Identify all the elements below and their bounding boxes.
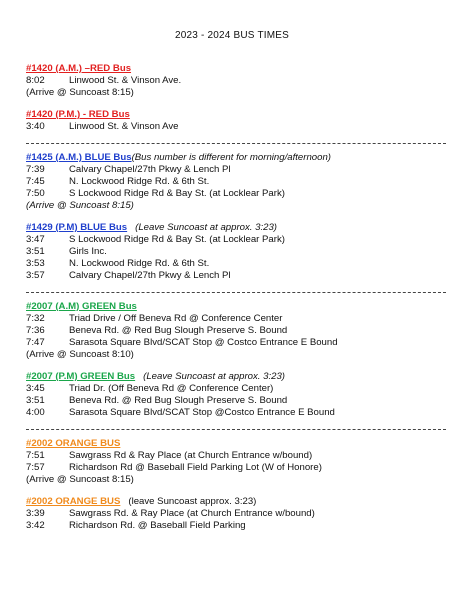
stop-location: Calvary Chapel/27th Pkwy & Lench Pl xyxy=(69,164,231,175)
schedule-row xyxy=(26,188,446,200)
green-am-header: #2007 (A.M) GREEN Bus xyxy=(26,301,137,312)
stop-location: Girls Inc. xyxy=(69,246,107,257)
stop-location: Beneva Rd. @ Red Bug Slough Preserve S. Bound xyxy=(69,325,288,336)
stop-location: Sawgrass Rd & Ray Place (at Church Entrance w/bound) xyxy=(69,450,313,461)
stop-time: 7:36 xyxy=(26,325,45,336)
stop-location: Beneva Rd. @ Red Bug Slough Preserve S. Bound xyxy=(69,395,288,406)
orange-pm-header: #2002 ORANGE BUS xyxy=(26,496,121,507)
bus-schedule xyxy=(26,63,446,532)
stop-time: 7:50 xyxy=(26,188,45,199)
stop-time: 7:47 xyxy=(26,337,45,348)
arrive-note: (Arrive @ Suncoast 8:15) xyxy=(26,200,134,211)
schedule-row xyxy=(26,176,446,188)
stop-location: Triad Drive / Off Beneva Rd @ Conference Center xyxy=(69,313,283,324)
red-am-section xyxy=(26,63,446,99)
stop-time: 3:47 xyxy=(26,234,45,245)
stop-time: 3:40 xyxy=(26,121,45,132)
stop-time: 7:39 xyxy=(26,164,45,175)
green-pm-header: #2007 (P.M) GREEN Bus xyxy=(26,371,136,382)
stop-location: Calvary Chapel/27th Pkwy & Lench Pl xyxy=(69,270,231,281)
section-divider xyxy=(26,133,446,144)
stop-time: 3:53 xyxy=(26,258,45,269)
green-am-section xyxy=(26,301,446,361)
section-divider xyxy=(26,282,446,293)
arrive-note: (Arrive @ Suncoast 8:15) xyxy=(26,474,134,485)
schedule-row xyxy=(26,508,446,520)
stop-location: Sawgrass Rd. & Ray Place (at Church Entrance w/bound) xyxy=(69,508,315,519)
schedule-row xyxy=(26,325,446,337)
stop-location: N. Lockwood Ridge Rd. & 6th St. xyxy=(69,258,210,269)
section-divider xyxy=(26,419,446,430)
stop-time: 7:57 xyxy=(26,462,45,473)
stop-time: 7:45 xyxy=(26,176,45,187)
bus-note: (Leave Suncoast at approx. 3:23) xyxy=(143,371,285,382)
stop-location: N. Lockwood Ridge Rd. & 6th St. xyxy=(69,176,210,187)
schedule-row xyxy=(26,462,446,474)
page-title: 2023 - 2024 BUS TIMES xyxy=(174,30,290,41)
stop-time: 7:51 xyxy=(26,450,45,461)
red-am-header: #1420 (A.M.) –RED Bus xyxy=(26,63,132,74)
schedule-row xyxy=(26,75,446,87)
green-pm-section xyxy=(26,371,446,419)
bus-note: (Leave Suncoast at approx. 3:23) xyxy=(135,222,277,233)
stop-location: S Lockwood Ridge Rd & Bay St. (at Locklear Park) xyxy=(69,234,285,245)
schedule-row xyxy=(26,450,446,462)
stop-time: 3:42 xyxy=(26,520,45,531)
stop-location: Sarasota Square Blvd/SCAT Stop @Costco Entrance E Bound xyxy=(69,407,335,418)
schedule-row xyxy=(26,407,446,419)
stop-location: Richardson Rd. @ Baseball Field Parking xyxy=(69,520,246,531)
stop-time: 3:51 xyxy=(26,395,45,406)
schedule-row xyxy=(26,337,446,349)
stop-location: Sarasota Square Blvd/SCAT Stop @ Costco Entrance E Bound xyxy=(69,337,338,348)
arrive-note: (Arrive @ Suncoast 8:10) xyxy=(26,349,134,360)
orange-am-header: #2002 ORANGE BUS xyxy=(26,438,121,449)
schedule-row xyxy=(26,313,446,325)
stop-time: 3:45 xyxy=(26,383,45,394)
stop-time: 3:39 xyxy=(26,508,45,519)
bus-note: (leave Suncoast approx. 3:23) xyxy=(128,496,257,507)
red-pm-section xyxy=(26,109,446,133)
stop-time: 3:51 xyxy=(26,246,45,257)
schedule-row xyxy=(26,234,446,246)
blue-am-section xyxy=(26,152,446,212)
blue-am-header: #1425 (A.M.) BLUE Bus xyxy=(26,152,132,163)
red-pm-header: #1420 (P.M.) - RED Bus xyxy=(26,109,130,120)
arrive-note: (Arrive @ Suncoast 8:15) xyxy=(26,87,134,98)
schedule-row xyxy=(26,395,446,407)
schedule-row xyxy=(26,520,446,532)
schedule-row xyxy=(26,383,446,395)
stop-time: 4:00 xyxy=(26,407,45,418)
stop-time: 3:57 xyxy=(26,270,45,281)
schedule-row xyxy=(26,258,446,270)
schedule-row xyxy=(26,270,446,282)
stop-time: 7:32 xyxy=(26,313,45,324)
stop-location: Linwood St. & Vinson Ave xyxy=(69,121,179,132)
schedule-row xyxy=(26,164,446,176)
schedule-row xyxy=(26,121,446,133)
stop-location: Linwood St. & Vinson Ave. xyxy=(69,75,182,86)
orange-pm-section xyxy=(26,496,446,532)
stop-location: Triad Dr. (Off Beneva Rd @ Conference Center) xyxy=(69,383,274,394)
schedule-row xyxy=(26,246,446,258)
orange-am-section xyxy=(26,438,446,486)
blue-pm-section xyxy=(26,222,446,282)
blue-pm-header: #1429 (P.M) BLUE Bus xyxy=(26,222,128,233)
stop-location: S Lockwood Ridge Rd & Bay St. (at Locklear Park) xyxy=(69,188,285,199)
stop-location: Richardson Rd @ Baseball Field Parking Lot (W of Honore) xyxy=(69,462,322,473)
stop-time: 8:02 xyxy=(26,75,45,86)
bus-note: (Bus number is different for morning/afternoon) xyxy=(131,152,331,163)
